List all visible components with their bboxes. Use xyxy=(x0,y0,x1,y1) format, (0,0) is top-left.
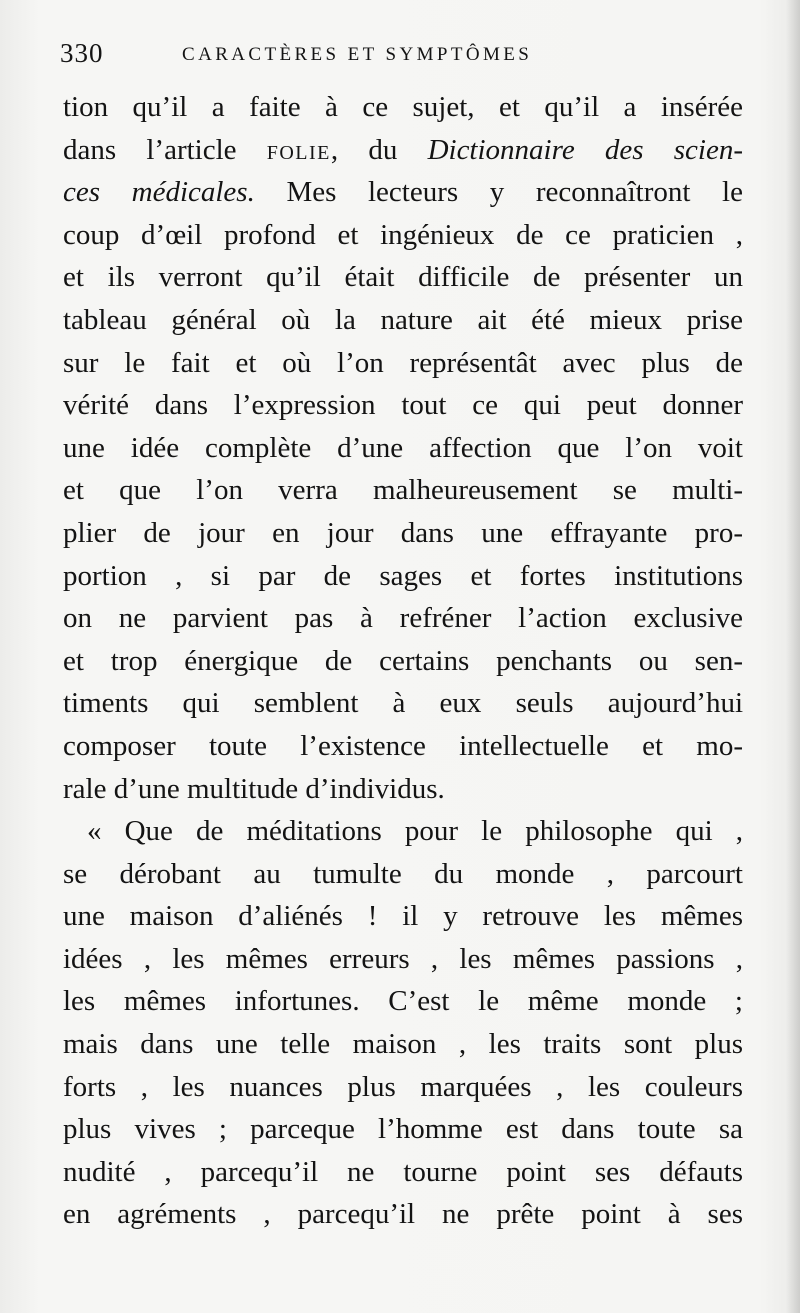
text-line: en agréments , parcequ’il ne prête point à ses xyxy=(63,1198,743,1231)
text-line: se dérobant au tumulte du monde , parcourt xyxy=(63,857,743,890)
text-line: tableau général où la nature ait été mieux prise xyxy=(63,303,743,336)
text-line: forts , les nuances plus marquées , les couleurs xyxy=(63,1070,743,1103)
text-line: ces médicales. Mes lecteurs y reconnaîtront le xyxy=(63,176,743,209)
italic-title: ces médicales. xyxy=(63,176,255,209)
text-line: vérité dans l’expression tout ce qui peut donner xyxy=(63,389,743,422)
text-line: une maison d’aliénés ! il y retrouve les mêmes xyxy=(63,900,743,933)
text-line: portion , si par de sages et fortes institutions xyxy=(63,559,743,592)
text-line: « Que de méditations pour le philosophe qui , xyxy=(87,815,743,848)
text-line: plier de jour en jour dans une effrayante pro- xyxy=(63,516,743,549)
page-number: 330 xyxy=(60,38,104,68)
text-line: tion qu’il a faite à ce sujet, et qu’il a insérée xyxy=(63,91,743,123)
page-header xyxy=(60,38,760,78)
text-line: sur le fait et où l’on représentât avec plus de xyxy=(63,346,743,379)
text-line: plus vives ; parceque l’homme est dans toute sa xyxy=(63,1113,743,1146)
text-line: dans l’article FOLIE, du Dictionnaire des scien- xyxy=(63,133,743,166)
small-caps-term: FOLIE xyxy=(266,141,331,164)
page-edge-shadow xyxy=(786,0,800,1313)
text-line: on ne parvient pas à refréner l’action exclusive xyxy=(63,602,743,635)
running-head: CARACTÈRES ET SYMPTÔMES xyxy=(182,44,533,65)
text-line: timents qui semblent à eux seuls aujourd’hui xyxy=(63,687,743,720)
text-line: et trop énergique de certains penchants ou sen- xyxy=(63,644,743,677)
text-line: et ils verront qu’il était difficile de présenter un xyxy=(63,261,743,294)
text-line: les mêmes infortunes. C’est le même monde ; xyxy=(63,985,743,1018)
text-line: rale d’une multitude d’individus. xyxy=(63,772,445,805)
text-line: composer toute l’existence intellectuelle et mo- xyxy=(63,729,743,762)
text-line: idées , les mêmes erreurs , les mêmes passions , xyxy=(63,942,743,975)
body-text xyxy=(63,86,743,1276)
italic-title: Dictionnaire des scien- xyxy=(427,133,743,166)
text-line: mais dans une telle maison , les traits sont plus xyxy=(63,1028,743,1061)
text-line: une idée complète d’une affection que l’on voit xyxy=(63,431,743,464)
text-line: nudité , parcequ’il ne tourne point ses défauts xyxy=(63,1155,743,1188)
text-line: et que l’on verra malheureusement se multi- xyxy=(63,474,743,507)
text-line: coup d’œil profond et ingénieux de ce praticien , xyxy=(63,218,743,251)
